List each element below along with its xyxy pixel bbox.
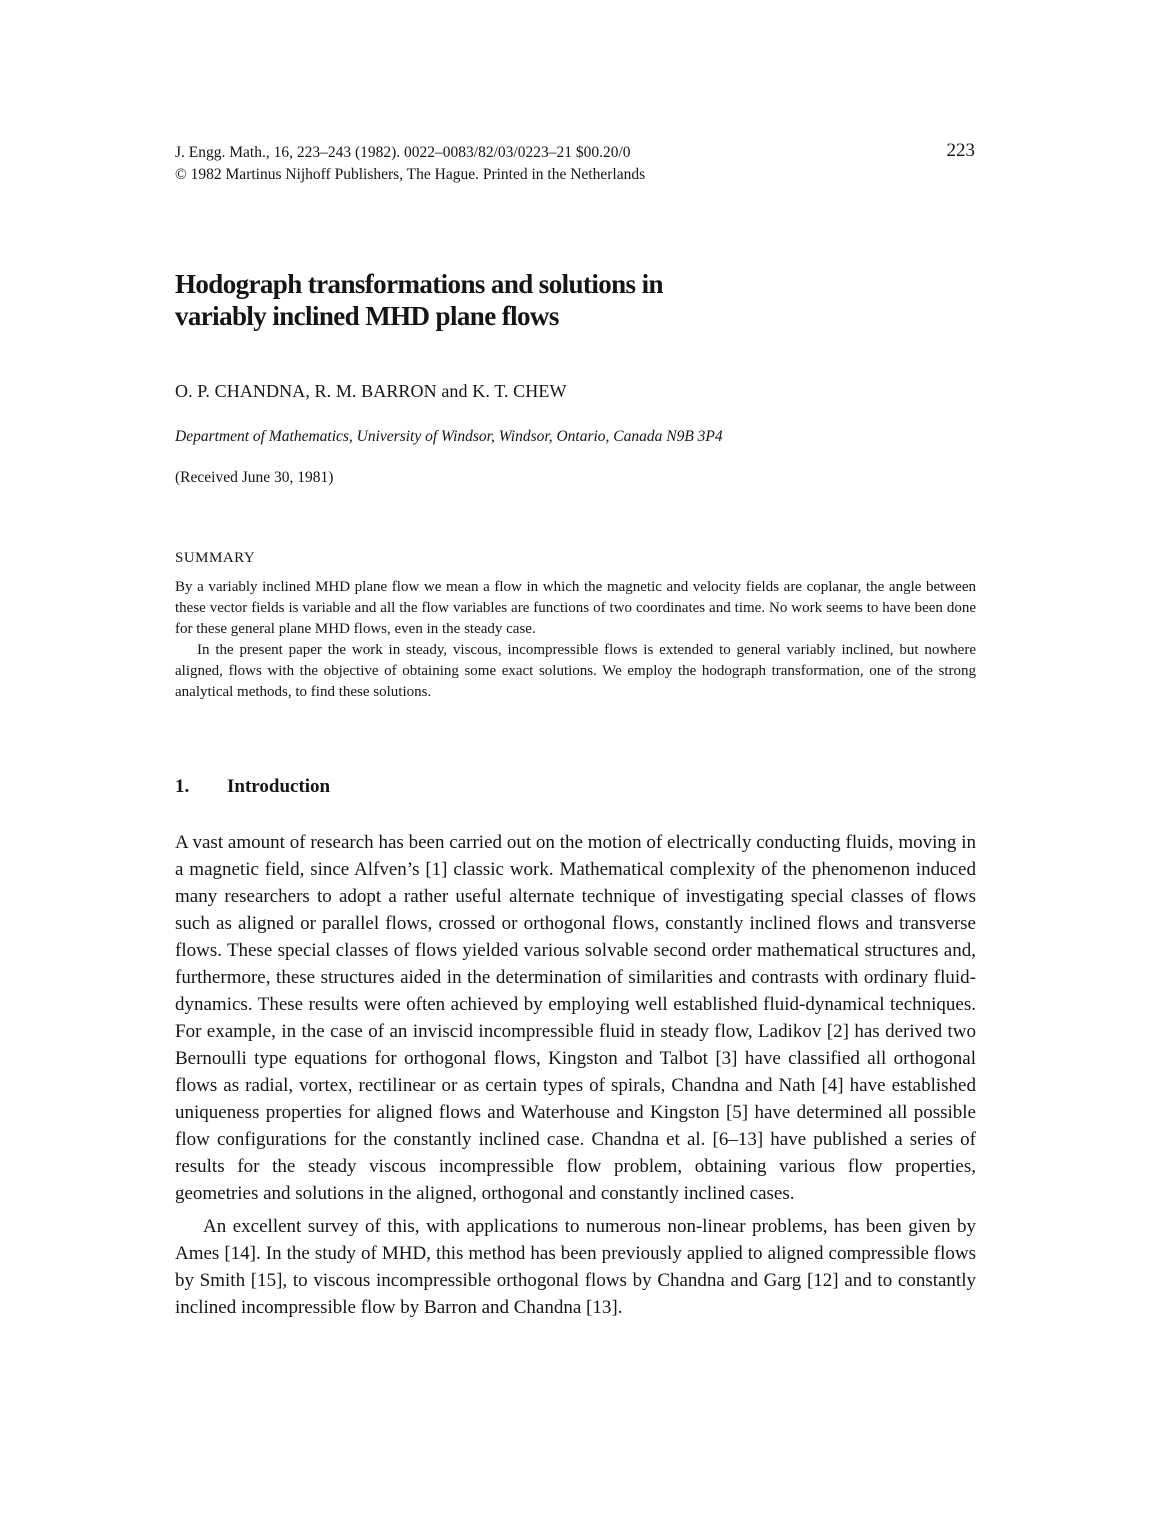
author-affiliation: Department of Mathematics, University of Windsor, Windsor, Ontario, Canada N9B 3P4 [175, 428, 723, 445]
article-title-line-2: variably inclined MHD plane flows [175, 301, 559, 331]
introduction-body [175, 829, 976, 1321]
journal-citation-line: J. Engg. Math., 16, 223–243 (1982). 0022–0083/82/03/0223–21 $00.20/0 [175, 144, 631, 161]
section-heading-introduction [175, 776, 330, 798]
journal-header [175, 142, 975, 186]
page-number: 223 [946, 140, 975, 161]
received-date: (Received June 30, 1981) [175, 469, 334, 486]
section-number: 1. [175, 776, 190, 797]
section-title: Introduction [227, 776, 331, 797]
body-paragraph: An excellent survey of this, with applications to numerous non-linear problems, has been given by Ames [14]. In the study of MHD, this method has been previously applied to aligned compressible flows by Smith [15], to viscous incompressible orthogonal flows by Chandna and Garg [12] and to constantly inclined incompressible flow by Barron and Chandna [13]. [175, 1216, 976, 1318]
article-title-line-1: Hodograph transformations and solutions in [175, 269, 663, 299]
author-list: O. P. CHANDNA, R. M. BARRON and K. T. CHEW [175, 381, 567, 401]
article-title [175, 268, 875, 332]
summary-paragraph: By a variably inclined MHD plane flow we mean a flow in which the magnetic and velocity fields are coplanar, the angle between these vector fields is variable and all the flow variables are functions of two coordinates and time. No work seems to have been done for these general plane MHD flows, even in the steady case. [175, 579, 976, 637]
summary-paragraph: In the present paper the work in steady, viscous, incompressible flows is extended to general variably inclined, but nowhere aligned, flows with the objective of obtaining some exact solutions. We employ the hodograph transformation, one of the strong analytical methods, to find these solutions. [175, 642, 976, 700]
summary-section [175, 548, 976, 703]
copyright-line: © 1982 Martinus Nijhoff Publishers, The Hague. Printed in the Netherlands [175, 166, 646, 183]
summary-heading: SUMMARY [175, 550, 256, 566]
body-paragraph: A vast amount of research has been carried out on the motion of electrically conducting fluids, moving in a magnetic field, since Alfven’s [1] classic work. Mathematical complexity of the phenomenon induced many researchers to adopt a rather useful alternate technique of investigating special classes of flows such as aligned or parallel flows, crossed or orthogonal flows, constantly inclined flows and transverse flows. These special classes of flows yielded various solvable second order mathematical structures and, furthermore, these structures aided in the determination of similarities and contrasts with ordinary fluid-dynamics. These results were often achieved by employing well established fluid-dynamical techniques. For example, in the case of an inviscid incompressible fluid in steady flow, Ladikov [2] has derived two Bernoulli type equations for orthogonal flows, Kingston and Talbot [3] have classified all orthogonal flows as radial, vortex, rectilinear or as certain types of spirals, Chandna and Nath [4] have established uniqueness properties for aligned flows and Waterhouse and Kingston [5] have determined all possible flow configurations for the constantly inclined case. Chandna et al. [6–13] have published a series of results for the steady viscous incompressible flow problem, obtaining various flow properties, geometries and solutions in the aligned, orthogonal and constantly inclined cases. [175, 832, 976, 1204]
